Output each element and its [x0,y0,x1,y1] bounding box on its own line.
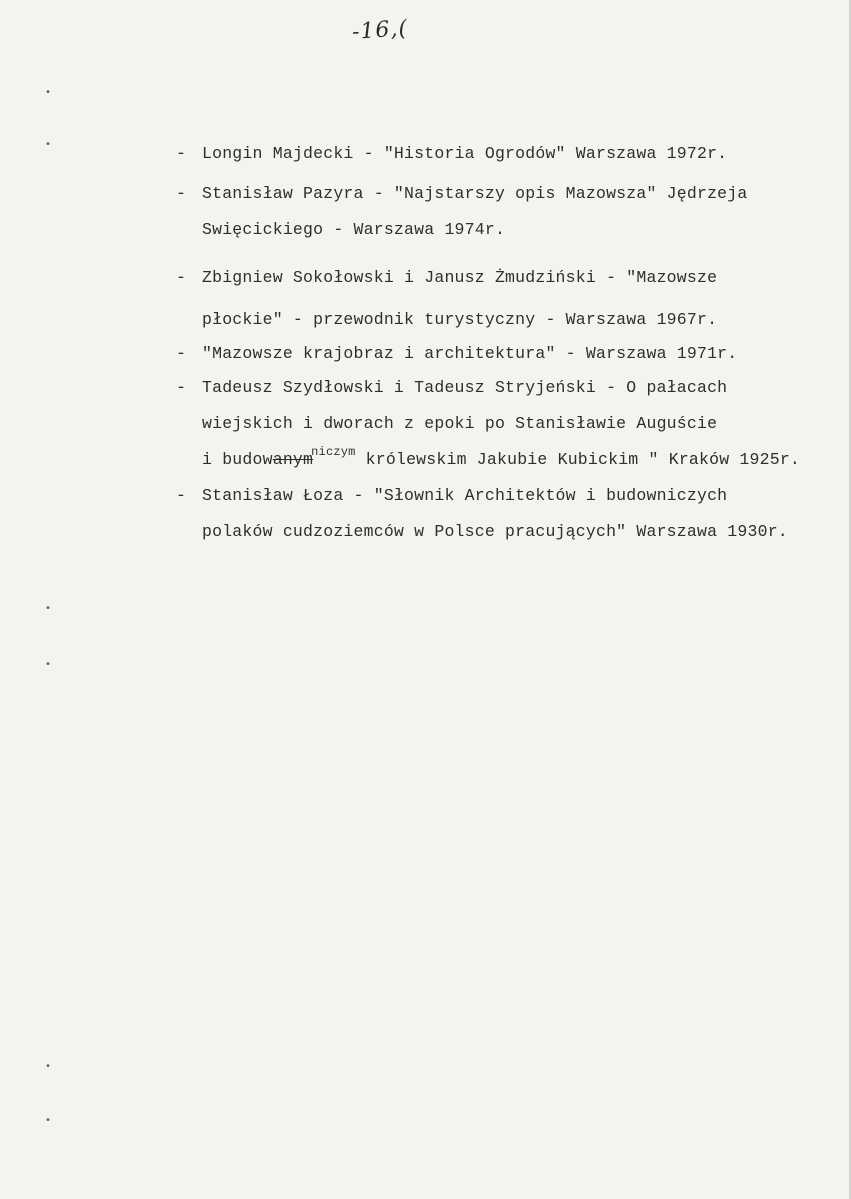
margin-mark: • [45,1116,52,1127]
handwritten-insertion: niczym [311,445,356,459]
list-dash: - [176,486,187,505]
bibliography-entry [176,144,727,163]
struck-text: anym [272,450,314,469]
bibliography-entry [176,268,717,287]
list-dash: - [176,144,187,163]
entry-continuation-corrected [202,445,801,469]
bibliography-entry [176,378,727,397]
margin-mark: • [45,140,52,151]
entry-continuation: Swięcickiego - Warszawa 1974r. [202,220,506,239]
entry-text: królewskim Jakubie Kubickim " Kraków 1925r. [355,450,801,469]
entry-text: Stanisław Pazyra - "Najstarszy opis Mazowsza" Jędrzeja [202,184,748,203]
list-dash: - [176,268,187,287]
entry-text: Tadeusz Szydłowski i Tadeusz Stryjeński - O pałacach [202,378,728,397]
margin-mark: • [45,660,52,671]
bibliography-entry [176,184,748,203]
bibliography-entry [176,344,737,363]
entry-text: i budow [202,450,273,469]
entry-continuation: polaków cudzoziemców w Polsce pracujących" Warszawa 1930r. [202,522,788,541]
entry-continuation: płockie" - przewodnik turystyczny - Warszawa 1967r. [202,310,718,329]
entry-text: Zbigniew Sokołowski i Janusz Żmudziński - "Mazowsze [202,268,718,287]
margin-mark: • [45,604,52,615]
entry-text: Stanisław Łoza - "Słownik Architektów i budowniczych [202,486,728,505]
entry-text: Longin Majdecki - "Historia Ogrodów" Warszawa 1972r. [202,144,728,163]
margin-mark: • [45,1062,52,1073]
handwritten-page-number: -16,( [351,16,409,45]
entry-text: "Mazowsze krajobraz i architektura" - Warszawa 1971r. [202,344,738,363]
list-dash: - [176,184,187,203]
list-dash: - [176,378,187,397]
margin-mark: • [45,88,52,99]
bibliography-entry [176,486,727,505]
list-dash: - [176,344,187,363]
entry-continuation: wiejskich i dworach z epoki po Stanisławie Auguście [202,414,718,433]
